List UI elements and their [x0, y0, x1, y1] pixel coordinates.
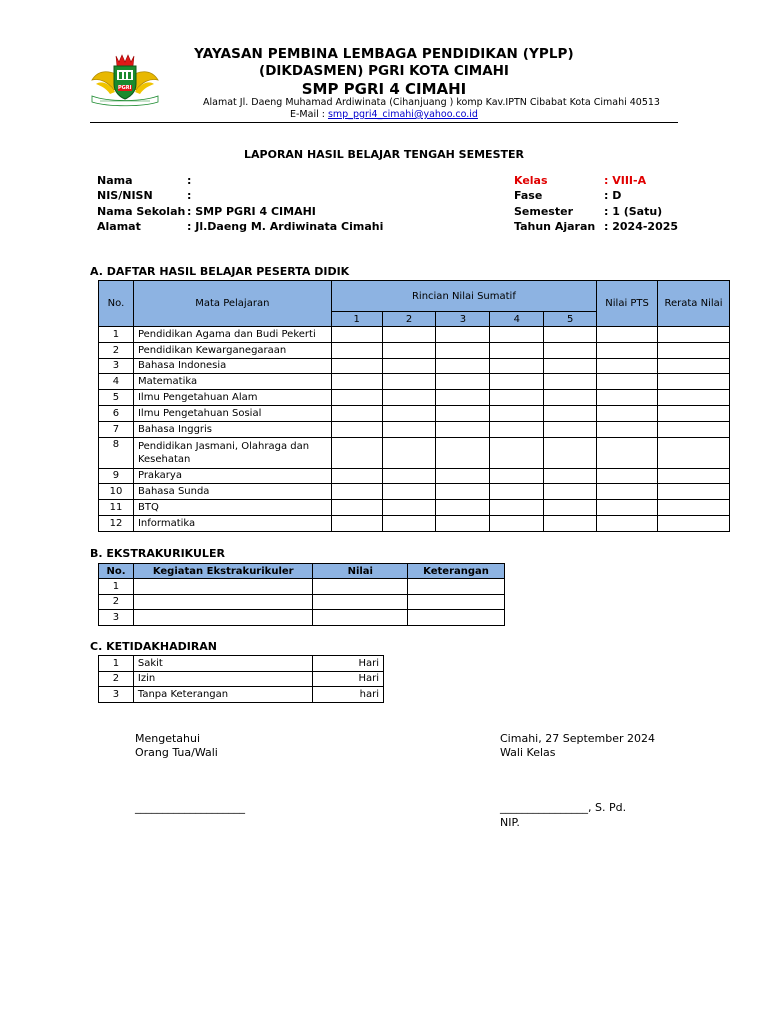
avg-cell[interactable] — [658, 500, 730, 516]
grade-cell[interactable] — [331, 342, 382, 358]
identity-label-school: Nama Sekolah — [97, 205, 186, 218]
grade-cell[interactable] — [331, 358, 382, 374]
grade-cell[interactable] — [331, 437, 382, 468]
table-row — [99, 579, 505, 595]
avg-cell[interactable] — [658, 468, 730, 484]
pts-cell[interactable] — [597, 500, 658, 516]
row-no: 9 — [99, 468, 134, 484]
row-no: 2 — [99, 594, 134, 610]
table-row — [99, 500, 730, 516]
avg-cell[interactable] — [658, 358, 730, 374]
extra-header-activity: Kegiatan Ekstrakurikuler — [133, 564, 313, 579]
table-row — [99, 656, 384, 672]
table-row — [99, 327, 730, 343]
grades-header-col-4: 4 — [490, 312, 544, 327]
grade-cell[interactable] — [544, 468, 597, 484]
row-no: 1 — [99, 656, 134, 672]
header-divider — [90, 122, 678, 123]
sig-right-line2: Wali Kelas — [500, 746, 556, 759]
grades-header-col-1: 1 — [331, 312, 382, 327]
identity-value-nama: : — [187, 174, 192, 187]
grade-cell[interactable] — [490, 515, 544, 531]
grade-cell[interactable] — [436, 468, 490, 484]
row-no: 3 — [99, 687, 134, 703]
email-label: E-Mail : — [290, 109, 328, 120]
grade-cell[interactable] — [436, 342, 490, 358]
extra-header-score: Nilai — [313, 564, 408, 579]
grade-cell[interactable] — [436, 421, 490, 437]
grades-table — [98, 280, 730, 532]
pts-cell[interactable] — [597, 342, 658, 358]
identity-label-nama: Nama — [97, 174, 133, 187]
identity-value-semester: : 1 (Satu) — [604, 205, 663, 218]
table-row — [99, 374, 730, 390]
pts-cell[interactable] — [597, 468, 658, 484]
grade-cell[interactable] — [544, 515, 597, 531]
score-cell[interactable] — [313, 579, 408, 595]
grade-cell[interactable] — [490, 500, 544, 516]
grade-cell[interactable] — [382, 484, 436, 500]
grade-cell[interactable] — [436, 405, 490, 421]
row-subject: Bahasa Sunda — [133, 484, 331, 500]
table-row — [99, 484, 730, 500]
sig-right-line1: Cimahi, 27 September 2024 — [500, 732, 655, 745]
grade-cell[interactable] — [331, 468, 382, 484]
grade-cell[interactable] — [382, 437, 436, 468]
activity-cell[interactable] — [133, 610, 313, 626]
grade-cell[interactable] — [331, 500, 382, 516]
row-subject: Prakarya — [133, 468, 331, 484]
row-no: 1 — [99, 327, 134, 343]
sig-left-signature-line: ____________________ — [135, 801, 245, 814]
pts-cell[interactable] — [597, 358, 658, 374]
grade-cell[interactable] — [544, 390, 597, 406]
grade-cell[interactable] — [490, 327, 544, 343]
grade-cell[interactable] — [331, 484, 382, 500]
absence-label: Tanpa Keterangan — [133, 687, 312, 703]
table-row — [99, 421, 730, 437]
grade-cell[interactable] — [331, 515, 382, 531]
grade-cell[interactable] — [544, 421, 597, 437]
grade-cell[interactable] — [382, 374, 436, 390]
identity-label-fase: Fase — [514, 189, 543, 202]
grade-cell[interactable] — [382, 500, 436, 516]
row-no: 2 — [99, 342, 134, 358]
pts-cell[interactable] — [597, 374, 658, 390]
identity-label-year: Tahun Ajaran — [514, 220, 596, 233]
table-row — [99, 358, 730, 374]
email-row — [290, 109, 478, 120]
extracurricular-table — [98, 563, 505, 626]
grade-cell[interactable] — [490, 484, 544, 500]
pts-cell[interactable] — [597, 484, 658, 500]
sig-right-signature-line: ________________, S. Pd. — [500, 801, 627, 814]
row-subject: Bahasa Inggris — [133, 421, 331, 437]
grade-cell[interactable] — [544, 342, 597, 358]
extra-header-notes: Keterangan — [408, 564, 505, 579]
row-no: 4 — [99, 374, 134, 390]
grade-cell[interactable] — [490, 358, 544, 374]
row-no: 3 — [99, 358, 134, 374]
grade-cell[interactable] — [490, 342, 544, 358]
pts-cell[interactable] — [597, 405, 658, 421]
grade-cell[interactable] — [331, 405, 382, 421]
grade-cell[interactable] — [331, 390, 382, 406]
table-row — [99, 610, 505, 626]
grades-header-no: No. — [99, 281, 134, 327]
grade-cell[interactable] — [490, 405, 544, 421]
identity-value-address: : Jl.Daeng M. Ardiwinata Cimahi — [187, 220, 384, 233]
grade-cell[interactable] — [490, 421, 544, 437]
avg-cell[interactable] — [658, 421, 730, 437]
grade-cell[interactable] — [382, 327, 436, 343]
row-no: 3 — [99, 610, 134, 626]
grade-cell[interactable] — [382, 358, 436, 374]
table-row — [99, 405, 730, 421]
avg-cell[interactable] — [658, 374, 730, 390]
avg-cell[interactable] — [658, 515, 730, 531]
table-row — [99, 468, 730, 484]
avg-cell[interactable] — [658, 437, 730, 468]
row-no: 7 — [99, 421, 134, 437]
grade-cell[interactable] — [382, 468, 436, 484]
sig-left-line2: Orang Tua/Wali — [135, 746, 218, 759]
section-b-title: B. EKSTRAKURIKULER — [90, 547, 225, 560]
pts-cell[interactable] — [597, 327, 658, 343]
section-a-title: A. DAFTAR HASIL BELAJAR PESERTA DIDIK — [90, 265, 350, 278]
grades-header-pts: Nilai PTS — [597, 281, 658, 327]
header-foundation-line2: (DIKDASMEN) PGRI KOTA CIMAHI — [259, 63, 509, 79]
identity-label-nisn: NIS/NISN — [97, 189, 153, 202]
identity-label-semester: Semester — [514, 205, 573, 218]
header-foundation-line1: YAYASAN PEMBINA LEMBAGA PENDIDIKAN (YPLP) — [194, 46, 574, 62]
grade-cell[interactable] — [436, 437, 490, 468]
grade-cell[interactable] — [382, 390, 436, 406]
grade-cell[interactable] — [436, 358, 490, 374]
grade-cell[interactable] — [544, 437, 597, 468]
notes-cell[interactable] — [408, 579, 505, 595]
grade-cell[interactable] — [436, 374, 490, 390]
grade-cell[interactable] — [544, 358, 597, 374]
activity-cell[interactable] — [133, 579, 313, 595]
grade-cell[interactable] — [544, 405, 597, 421]
absence-unit: hari — [313, 687, 384, 703]
row-no: 10 — [99, 484, 134, 500]
activity-cell[interactable] — [133, 594, 313, 610]
identity-value-fase: : D — [604, 189, 622, 202]
identity-label-kelas: Kelas — [514, 174, 548, 187]
grade-cell[interactable] — [490, 390, 544, 406]
avg-cell[interactable] — [658, 484, 730, 500]
score-cell[interactable] — [313, 610, 408, 626]
table-row — [99, 390, 730, 406]
row-subject: Bahasa Indonesia — [133, 358, 331, 374]
grade-cell[interactable] — [382, 405, 436, 421]
grade-cell[interactable] — [436, 327, 490, 343]
row-subject: Ilmu Pengetahuan Sosial — [133, 405, 331, 421]
table-row — [99, 594, 505, 610]
grade-cell[interactable] — [436, 484, 490, 500]
table-row — [99, 342, 730, 358]
grade-cell[interactable] — [544, 484, 597, 500]
grade-cell[interactable] — [331, 327, 382, 343]
grades-header-col-3: 3 — [436, 312, 490, 327]
grade-cell[interactable] — [544, 327, 597, 343]
avg-cell[interactable] — [658, 327, 730, 343]
grade-cell[interactable] — [382, 342, 436, 358]
notes-cell[interactable] — [408, 594, 505, 610]
grades-header-rincian: Rincian Nilai Sumatif — [331, 281, 596, 312]
row-subject: Ilmu Pengetahuan Alam — [133, 390, 331, 406]
row-subject: Matematika — [133, 374, 331, 390]
extra-header-no: No. — [99, 564, 134, 579]
row-subject: BTQ — [133, 500, 331, 516]
grades-header-col-2: 2 — [382, 312, 436, 327]
absence-label: Sakit — [133, 656, 312, 672]
table-row — [99, 687, 384, 703]
sig-left-line1: Mengetahui — [135, 732, 201, 745]
absence-table — [98, 655, 384, 703]
absence-unit: Hari — [313, 656, 384, 672]
grade-cell[interactable] — [436, 390, 490, 406]
grade-cell[interactable] — [544, 500, 597, 516]
row-no: 6 — [99, 405, 134, 421]
row-subject: Informatika — [133, 515, 331, 531]
row-no: 2 — [99, 671, 134, 687]
row-no: 5 — [99, 390, 134, 406]
report-title: LAPORAN HASIL BELAJAR TENGAH SEMESTER — [244, 148, 524, 161]
identity-value-nisn: : — [187, 189, 192, 202]
row-no: 12 — [99, 515, 134, 531]
table-row — [99, 437, 730, 468]
absence-label: Izin — [133, 671, 312, 687]
identity-value-kelas: : VIII-A — [604, 174, 647, 187]
grade-cell[interactable] — [436, 500, 490, 516]
email-link[interactable]: smp_pgri4_cimahi@yahoo.co.id — [327, 109, 478, 120]
identity-value-school: : SMP PGRI 4 CIMAHI — [187, 205, 316, 218]
row-subject: Pendidikan Jasmani, Olahraga dan Kesehatan — [133, 437, 331, 468]
grades-header-subject: Mata Pelajaran — [133, 281, 331, 327]
grade-cell[interactable] — [436, 515, 490, 531]
grade-cell[interactable] — [331, 374, 382, 390]
grade-cell[interactable] — [382, 421, 436, 437]
grades-header-col-5: 5 — [544, 312, 597, 327]
avg-cell[interactable] — [658, 390, 730, 406]
grades-header-avg: Rerata Nilai — [658, 281, 730, 327]
logo-text: PGRI — [118, 85, 132, 91]
table-row — [99, 671, 384, 687]
row-subject: Pendidikan Agama dan Budi Pekerti — [133, 327, 331, 343]
grade-cell[interactable] — [331, 421, 382, 437]
pts-cell[interactable] — [597, 437, 658, 468]
row-no: 1 — [99, 579, 134, 595]
notes-cell[interactable] — [408, 610, 505, 626]
pts-cell[interactable] — [597, 515, 658, 531]
identity-value-year: : 2024-2025 — [604, 220, 679, 233]
grade-cell[interactable] — [544, 374, 597, 390]
table-row — [99, 515, 730, 531]
absence-unit: Hari — [313, 671, 384, 687]
row-subject: Pendidikan Kewarganegaraan — [133, 342, 331, 358]
grade-cell[interactable] — [490, 437, 544, 468]
section-c-title: C. KETIDAKHADIRAN — [90, 640, 218, 653]
grade-cell[interactable] — [490, 374, 544, 390]
school-name: SMP PGRI 4 CIMAHI — [301, 80, 467, 98]
grade-cell[interactable] — [382, 515, 436, 531]
score-cell[interactable] — [313, 594, 408, 610]
row-no: 8 — [99, 437, 134, 468]
avg-cell[interactable] — [658, 405, 730, 421]
row-no: 11 — [99, 500, 134, 516]
pts-cell[interactable] — [597, 421, 658, 437]
identity-label-address: Alamat — [97, 220, 141, 233]
avg-cell[interactable] — [658, 342, 730, 358]
sig-right-nip: NIP. — [500, 816, 520, 829]
school-address: Alamat Jl. Daeng Muhamad Ardiwinata (Cihanjuang ) komp Kav.IPTN Cibabat Kota Cimahi 40513 — [203, 97, 660, 108]
pts-cell[interactable] — [597, 390, 658, 406]
grade-cell[interactable] — [490, 468, 544, 484]
